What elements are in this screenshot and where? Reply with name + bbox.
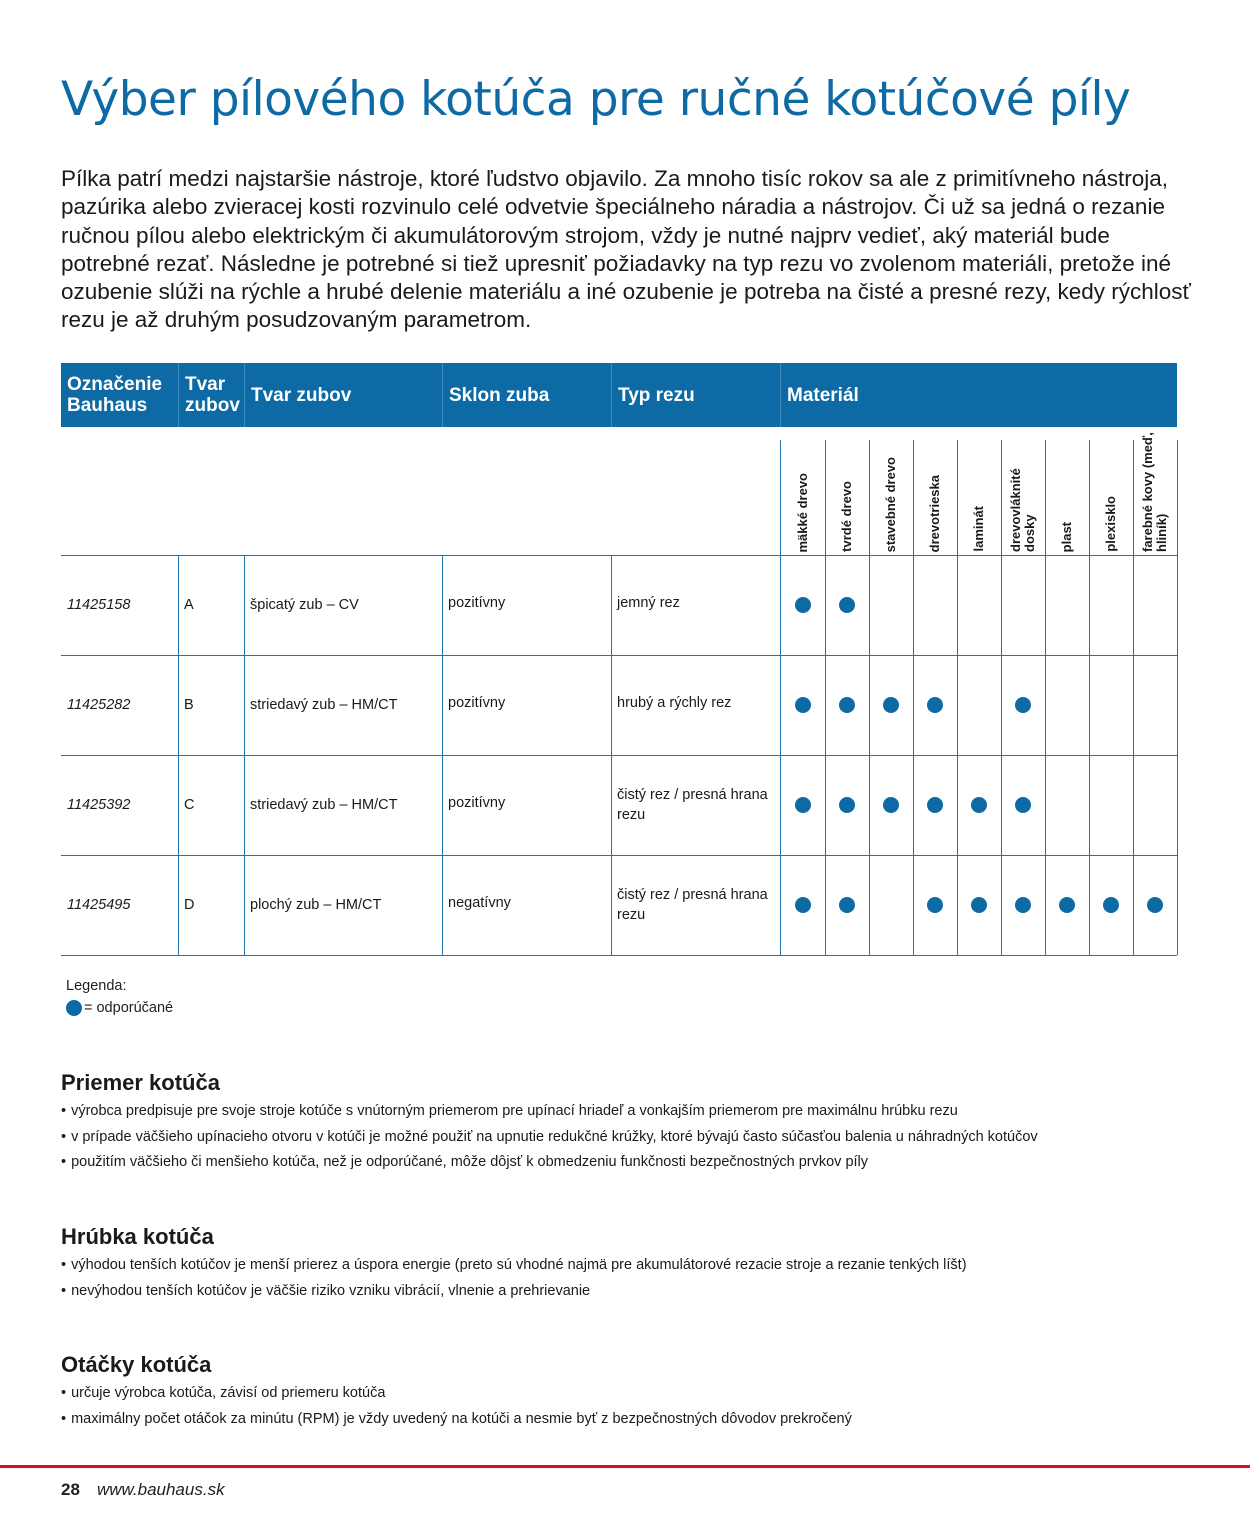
table-cell-shape: A	[184, 597, 194, 613]
recommended-dot-icon	[66, 1000, 82, 1016]
table-cell-tooth: špicatý zub – CV	[250, 597, 359, 613]
page-title: Výber pílového kotúča pre ručné kotúčové píly	[61, 72, 1131, 127]
material-column-divider	[913, 440, 914, 955]
header-shape: Tvar zubov	[178, 363, 245, 427]
recommended-dot-icon	[927, 697, 943, 713]
bullet-item: • výhodou tenších kotúčov je menší prierez a úspora energie (preto sú vhodné najmä pre akumulátorové rezacie stroje a rezanie tenkých líšt)	[61, 1253, 967, 1279]
table-cell-angle: pozitívny	[448, 795, 506, 811]
recommended-dot-icon	[795, 797, 811, 813]
material-column-label	[1001, 430, 1045, 552]
bullet-list-rpm	[61, 1381, 852, 1432]
table-cell-angle: pozitívny	[448, 695, 506, 711]
material-column-label	[913, 430, 957, 552]
section-heading-diameter: Priemer kotúča	[61, 1070, 220, 1095]
material-label: plexisklo	[1103, 496, 1118, 552]
table-row-divider	[61, 555, 1177, 556]
table-cell-cut: jemný rez	[617, 595, 680, 611]
table-cell-code: 11425495	[67, 897, 131, 913]
bullet-item: • určuje výrobca kotúča, závisí od priemeru kotúča	[61, 1381, 852, 1407]
header-cut: Typ rezu	[611, 363, 780, 427]
header-tooth: Tvar zubov	[244, 363, 443, 427]
table-cell-cut: čistý rez / presná hrana rezu	[617, 787, 768, 823]
table-header	[61, 363, 1177, 427]
table-cell-shape: C	[184, 797, 195, 813]
recommended-dot-icon	[1015, 797, 1031, 813]
material-column-label	[1045, 430, 1089, 552]
table-cell-code: 11425282	[67, 697, 131, 713]
material-label: stavebné drevo	[883, 456, 898, 552]
recommended-dot-icon	[795, 897, 811, 913]
material-column-divider	[1001, 440, 1002, 955]
recommended-dot-icon	[883, 797, 899, 813]
table-row-divider	[61, 755, 1177, 756]
material-column-divider	[780, 440, 781, 955]
table-cell-angle: negatívny	[448, 895, 511, 911]
legend-item	[66, 1000, 173, 1016]
bullet-item: • v prípade väčšieho upínacieho otvoru v kotúči je možné použiť na upnutie redukčné krúžky, ktoré bývajú často súčasťou balenia u náhradných kotúčov	[61, 1125, 1038, 1151]
recommended-dot-icon	[839, 597, 855, 613]
recommended-dot-icon	[1015, 697, 1031, 713]
material-column-label	[825, 430, 869, 552]
recommended-dot-icon	[1103, 897, 1119, 913]
table-row-divider	[61, 655, 1177, 656]
recommended-dot-icon	[971, 897, 987, 913]
material-column-divider	[1133, 440, 1134, 955]
table-cell-cut: čistý rez / presná hrana rezu	[617, 887, 768, 923]
table-cell-code: 11425392	[67, 797, 131, 813]
material-column-label	[1133, 430, 1177, 552]
material-column-divider	[1089, 440, 1090, 955]
section-heading-thickness: Hrúbka kotúča	[61, 1224, 214, 1249]
recommended-dot-icon	[1015, 897, 1031, 913]
material-column-label	[780, 430, 825, 552]
material-column-label	[1089, 430, 1133, 552]
table-cell-tooth: plochý zub – HM/CT	[250, 897, 382, 913]
table-row-divider	[61, 955, 1177, 956]
table-column-divider	[611, 555, 612, 955]
table-row-divider	[61, 855, 1177, 856]
legend-label: = odporúčané	[84, 1000, 174, 1016]
table-column-divider	[244, 555, 245, 955]
recommended-dot-icon	[839, 797, 855, 813]
table-column-divider	[442, 555, 443, 955]
header-material: Materiál	[780, 363, 1177, 427]
footer-website: www.bauhaus.sk	[97, 1480, 225, 1499]
recommended-dot-icon	[1059, 897, 1075, 913]
intro-paragraph: Pílka patrí medzi najstaršie nástroje, ktoré ľudstvo objavilo. Za mnoho tisíc rokov sa ale z primitívneho nástroja, pazúrika alebo zvieracej kosti rozvinulo celé odvetvie špeciálneho náradia a nástrojov. Či už sa jedná o rezanie ručnou pílou alebo elektrickým či akumulátorovým strojom, vždy je nutné najprv vedieť, aký materiál bude potrebné rezať. Následne je potrebné si tiež upresniť požiadavky na typ rezu vo zvolenom materiáli, pretože iné ozubenie slúži na rýchle a hrubé delenie materiálu a iné ozubenie je potreba na čisté a presné rezy, kedy rýchlosť rezu je až druhým posudzovaným parametrom.	[61, 166, 1191, 333]
material-label: drevovláknité dosky	[1008, 468, 1037, 552]
recommended-dot-icon	[927, 897, 943, 913]
header-code: Označenie Bauhaus	[67, 374, 163, 416]
table-cell-code: 11425158	[67, 597, 131, 613]
recommended-dot-icon	[883, 697, 899, 713]
table-cell-shape: D	[184, 897, 195, 913]
bullet-item: • maximálny počet otáčok za minútu (RPM) je vždy uvedený na kotúči a nesmie byť z bezpečnostných dôvodov prekročený	[61, 1407, 852, 1433]
page-number: 28	[61, 1480, 80, 1499]
table-cell-shape: B	[184, 697, 194, 713]
bullet-list-thickness	[61, 1253, 967, 1304]
header-angle: Sklon zuba	[442, 363, 611, 427]
material-label: mäkké drevo	[794, 472, 810, 552]
material-label: plast	[1059, 521, 1074, 552]
recommended-dot-icon	[795, 597, 811, 613]
section-heading-rpm: Otáčky kotúča	[61, 1352, 212, 1377]
recommended-dot-icon	[839, 697, 855, 713]
table-column-divider	[178, 555, 179, 955]
bullet-item: • použitím väčšieho či menšieho kotúča, než je odporúčané, môže dôjsť k obmedzeniu funkčnosti bezpečnostných prvkov píly	[61, 1150, 1038, 1176]
bullet-item: • výrobca predpisuje pre svoje stroje kotúče s vnútorným priemerom pre upínací hriadeľ a vonkajším priemerom pre maximálnu hrúbku rezu	[61, 1099, 1038, 1125]
table-cell-tooth: striedavý zub – HM/CT	[250, 797, 398, 813]
recommended-dot-icon	[795, 697, 811, 713]
table-cell-angle: pozitívny	[448, 595, 506, 611]
bullet-list-diameter	[61, 1099, 1038, 1176]
table-cell-cut: hrubý a rýchly rez	[617, 695, 732, 711]
material-column-divider	[869, 440, 870, 955]
bullet-item: • nevýhodou tenších kotúčov je väčšie riziko vzniku vibrácií, vlnenie a prehrievanie	[61, 1279, 967, 1305]
material-column-label	[957, 430, 1001, 552]
table-cell-tooth: striedavý zub – HM/CT	[250, 697, 398, 713]
material-column-label	[869, 430, 913, 552]
footer-divider	[0, 1465, 1250, 1468]
recommended-dot-icon	[839, 897, 855, 913]
legend-title: Legenda:	[66, 978, 127, 994]
recommended-dot-icon	[971, 797, 987, 813]
material-label: farebné kovy (meď, hliník)	[1140, 432, 1169, 552]
material-column-divider	[825, 440, 826, 955]
material-column-divider	[1177, 440, 1178, 955]
material-column-divider	[957, 440, 958, 955]
recommended-dot-icon	[1147, 897, 1163, 913]
material-label: drevotrieska	[927, 474, 942, 552]
material-column-divider	[1045, 440, 1046, 955]
material-label: tvrdé drevo	[839, 481, 854, 552]
material-label: laminát	[971, 506, 986, 552]
recommended-dot-icon	[927, 797, 943, 813]
